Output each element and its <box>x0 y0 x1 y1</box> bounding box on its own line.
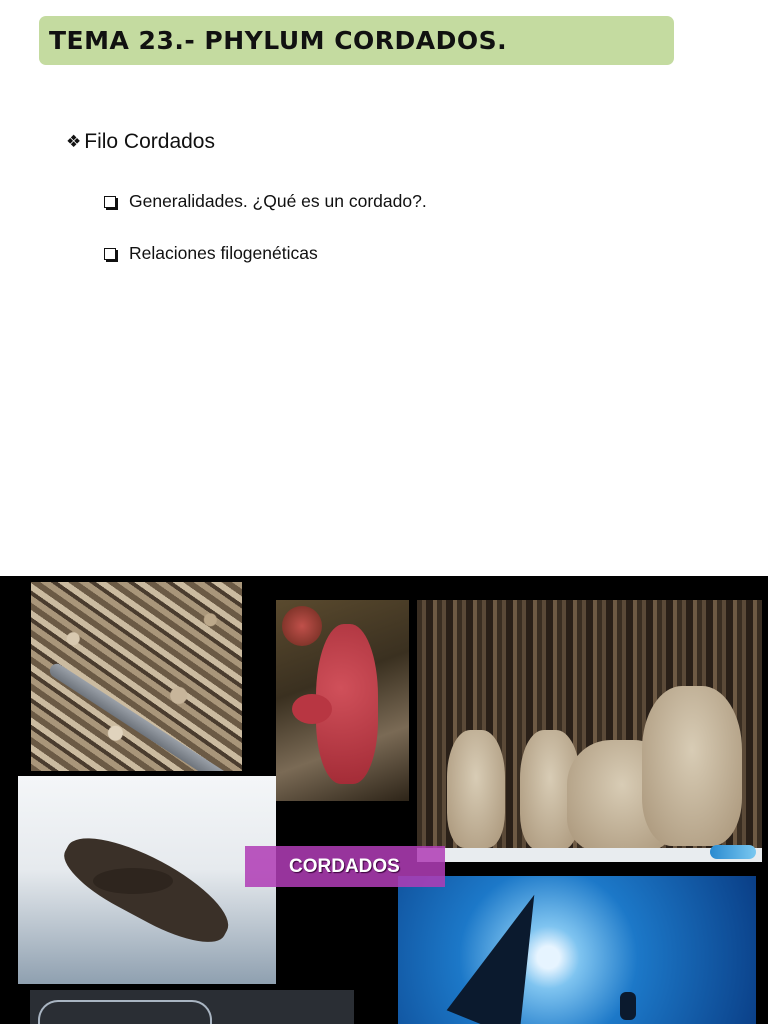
sea-squirt-photo <box>276 600 409 801</box>
lancelet-photo <box>31 582 242 771</box>
sub-bullet-relaciones <box>104 243 318 264</box>
sub-bullet-label: Relaciones filogenéticas <box>129 243 318 263</box>
manta-ray-photo <box>398 876 756 1024</box>
slide-title: TEMA 23.- PHYLUM CORDADOS. <box>49 26 508 55</box>
bullet-label: Filo Cordados <box>84 130 215 153</box>
diamond-bullet-icon: ❖ <box>66 132 82 152</box>
cordados-banner <box>245 846 445 887</box>
bullet-filo-cordados <box>66 130 215 154</box>
wolves-photo <box>417 600 762 862</box>
sub-bullet-generalidades <box>104 191 427 212</box>
eagle-photo <box>18 776 276 984</box>
checkbox-bullet-icon <box>104 196 116 208</box>
title-bar <box>39 16 674 65</box>
photo-collage <box>0 576 768 1024</box>
marine-organism-photo <box>30 990 354 1024</box>
sub-bullet-label: Generalidades. ¿Qué es un cordado?. <box>129 191 427 211</box>
watermark-logo <box>710 845 756 859</box>
banner-label: CORDADOS <box>289 855 400 877</box>
checkbox-bullet-icon <box>104 248 116 260</box>
